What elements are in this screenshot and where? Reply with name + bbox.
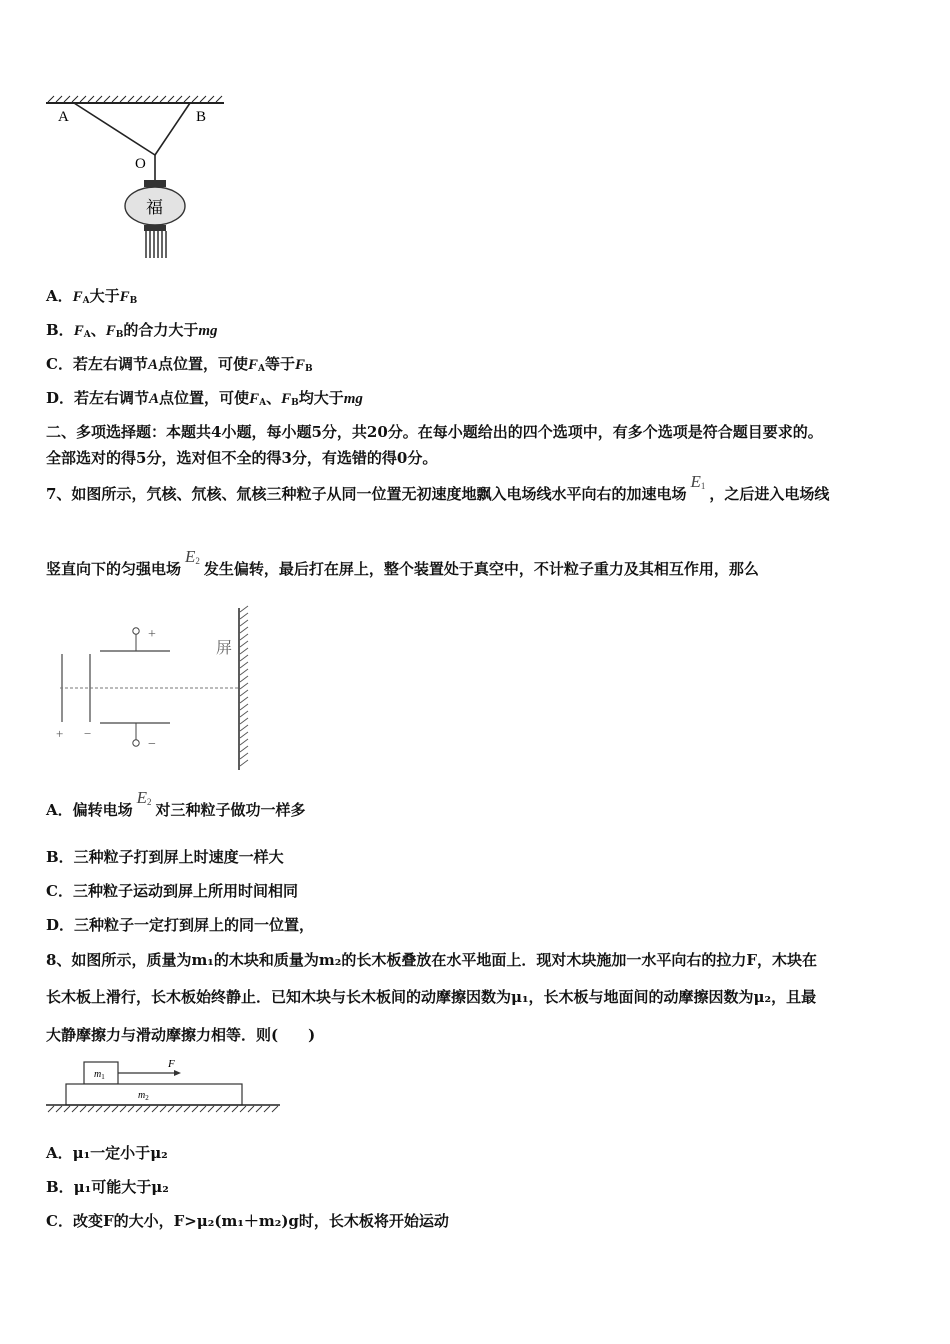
q5-option-a: A．$F_A$大于$F_B$ (46, 287, 138, 306)
q7-option-c: C．三种粒子运动到屏上所用时间相同 (46, 882, 298, 900)
q7-stem-line1: 7、如图所示，氕核、氘核、氚核三种粒子从同一位置无初速度地飘入电场线水平向右的加速电场$E_1$ ，之后进入电场线 (46, 472, 830, 503)
plus-top: + (148, 627, 156, 642)
fu-character: 福 (146, 198, 163, 217)
e1-symbol: $E_1$ (690, 472, 706, 491)
q7-stem-line2: 竖直向下的匀强电场$E_2$ 发生偏转，最后打在屏上，整个装置处于真空中，不计粒子重力及其相互作用，那么 (46, 547, 759, 578)
plus-left: + (56, 726, 64, 741)
rope-a (74, 103, 155, 155)
q5-option-c: C．若左右调节A点位置，可使$F_A$等于$F_B$ (46, 355, 313, 374)
q7-option-d: D．三种粒子一定打到屏上的同一位置， (46, 916, 315, 934)
q8-stem-line2: 长木板上滑行，长木板始终静止．已知木块与长木板间的动摩擦因数为μ₁，长木板与地面间的动摩擦因数为μ₂，且最 (46, 988, 817, 1006)
q5-option-b: B．$F_A$、$F_B$的合力大于mg (46, 321, 218, 340)
board-m2 (66, 1084, 242, 1105)
lantern-figure (40, 92, 240, 262)
rope-b (155, 103, 190, 155)
e2-symbol-option: $E_2$ (136, 788, 152, 807)
q7-option-a: A．偏转电场$E_2$ 对三种粒子做功一样多 (46, 788, 306, 819)
q7-option-b: B．三种粒子打到屏上时速度一样大 (46, 848, 284, 866)
block-board-figure (44, 1054, 284, 1116)
svg-text:m1: $m_1$ (94, 1069, 105, 1081)
screen-label: 屏 (216, 640, 233, 657)
deflection-figure (50, 602, 260, 774)
q5-option-d: D．若左右调节A点位置，可使$F_A$、$F_B$均大于mg (46, 389, 363, 408)
section2-line1: 二、多项选择题：本题共4小题，每小题5分，共20分。在每小题给出的四个选项中，有多个选项是符合题目要求的。 (46, 423, 823, 441)
q8-option-c: C．改变F的大小，F>μ₂(m₁＋m₂)g时，长木板将开始运动 (46, 1212, 449, 1230)
section2-line2: 全部选对的得5分，选对但不全的得3分，有选错的得0分。 (46, 449, 438, 467)
label-a: A (58, 109, 69, 125)
label-o: O (135, 156, 146, 172)
minus-left: − (84, 726, 92, 741)
q8-option-b: B．μ₁可能大于μ₂ (46, 1178, 169, 1196)
minus-bottom: − (148, 737, 156, 752)
q8-stem-line3: 大静摩擦力与滑动摩擦力相等．则( ) (46, 1026, 316, 1044)
e2-symbol: $E_2$ (185, 547, 200, 566)
q8-option-a: A．μ₁一定小于μ₂ (46, 1144, 168, 1162)
label-b: B (196, 109, 207, 125)
svg-text:m2: $m_2$ (138, 1090, 149, 1102)
q8-stem-line1: 8、如图所示，质量为m₁的木块和质量为m₂的长木板叠放在水平地面上．现对木块施加一水平向右的拉力F，木块在 (46, 951, 817, 969)
force-label: F (168, 1058, 175, 1070)
